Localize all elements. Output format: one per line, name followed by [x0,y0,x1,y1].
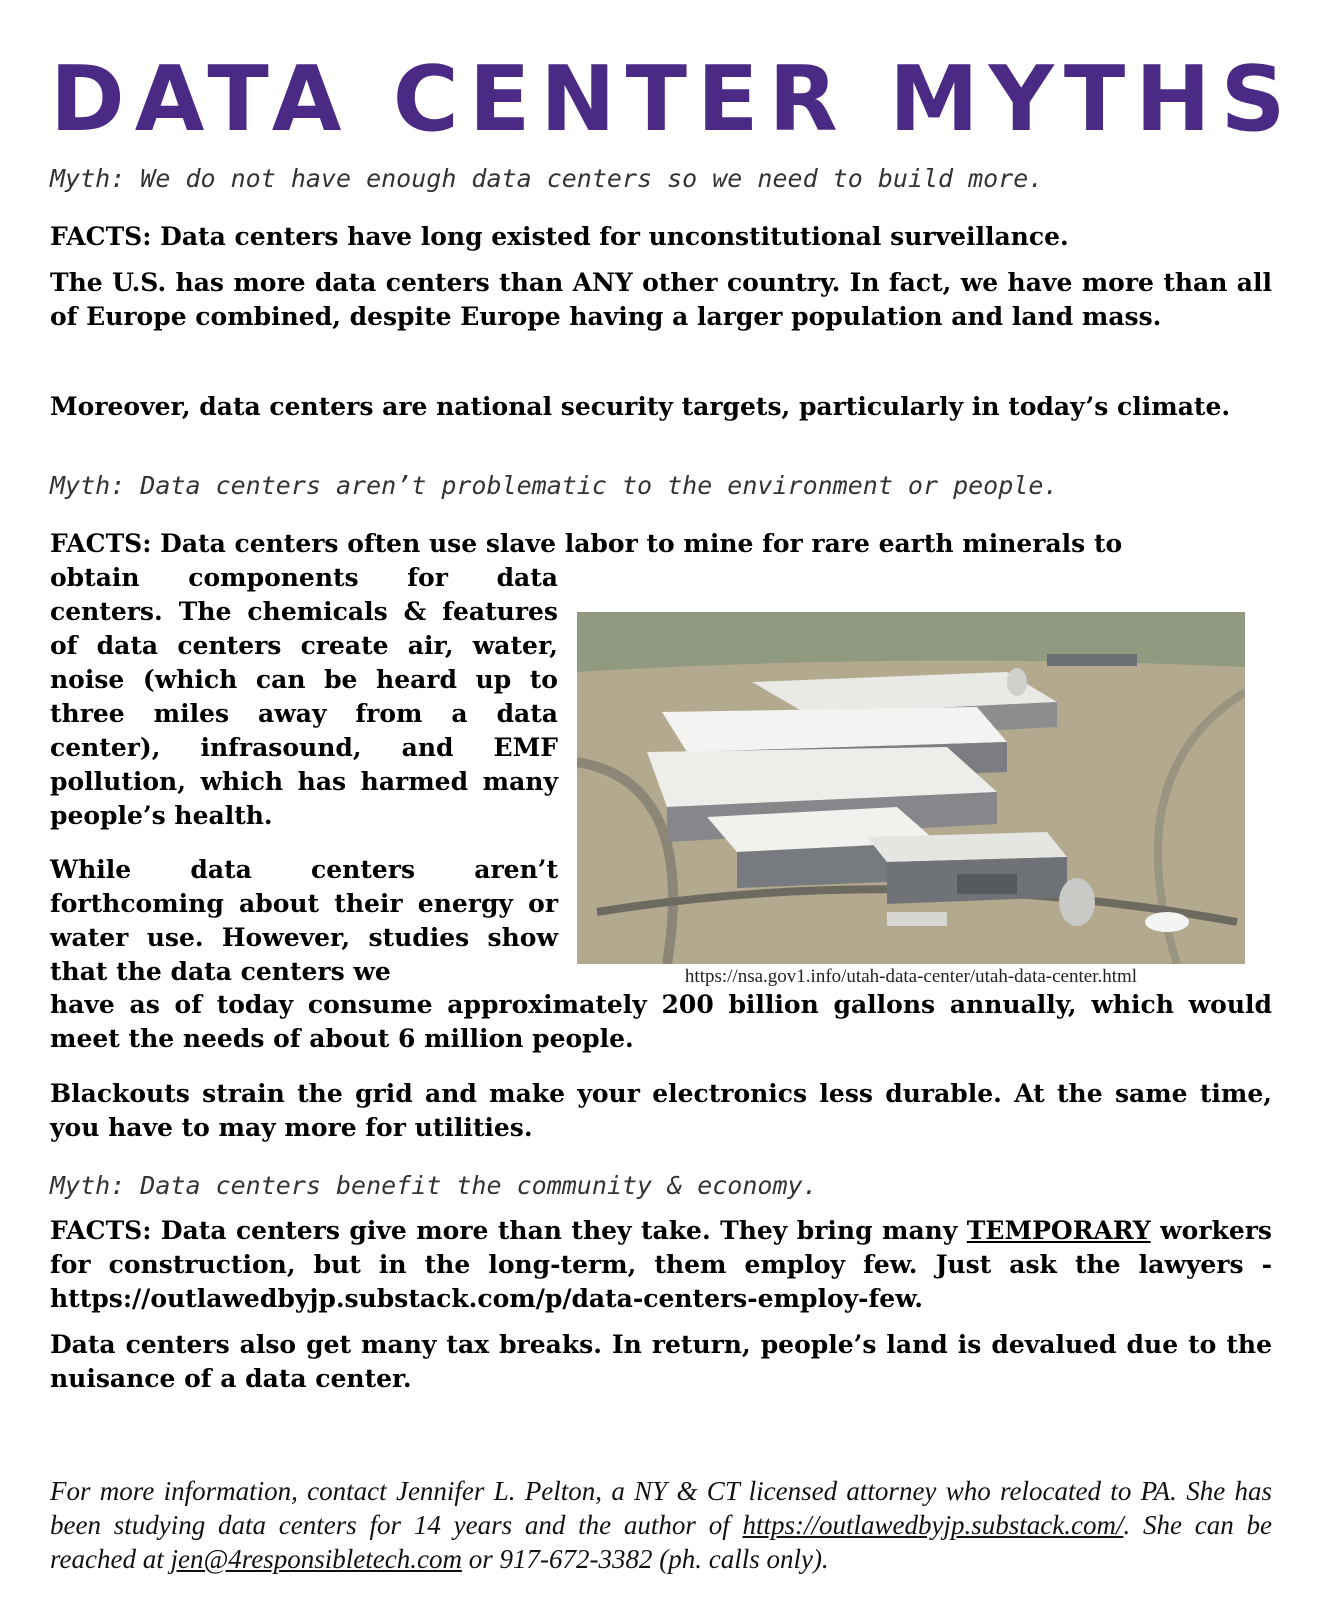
fact-2-intro: FACTS: Data centers often use slave labor to mine for rare earth minerals to [50,529,1123,558]
fact-2-water-col: While data centers aren’t forthcoming about their energy or water use. However, studies show that the data centers we [50,855,558,986]
fact-3-text-a: FACTS: Data centers give more than they take. They bring many [50,1216,967,1245]
data-center-photo [577,612,1245,964]
fact-1-country-count: The U.S. has more data centers than ANY other country. In fact, we have more than all of Europe combined, despite Europe having a larger population and land mass. [50,268,1272,331]
page-title: DATA CENTER MYTHS [50,47,1296,152]
substack-link[interactable]: https://outlawedbyjp.substack.com/ [742,1510,1124,1540]
fact-1-security: Moreover, data centers are national security targets, particularly in today’s climate. [50,392,1231,421]
fact-2-water-full: have as of today consume approximately 200 billion gallons annually, which would meet the needs of about 6 million people. [50,990,1272,1053]
email-link[interactable]: jen@4responsibletech.com [170,1544,462,1574]
fact-2-blackouts: Blackouts strain the grid and make your electronics less durable. At the same time, you have to may more for utilities. [50,1079,1272,1142]
fact-1-surveillance: FACTS: Data centers have long existed for unconstitutional surveillance. [50,222,1069,251]
temporary-emphasis: TEMPORARY [966,1216,1151,1245]
myth-1: Myth: We do not have enough data centers so we need to build more. [50,164,1044,193]
footer-text-b: . She can be reached at [50,1510,1272,1574]
footer-text-c: or 917-672-3382 (ph. calls only). [461,1544,829,1574]
fact-3-employment [50,1214,1272,1316]
fact-3-tax-breaks: Data centers also get many tax breaks. In return, people’s land is devalued due to the nuisance of a data center. [50,1330,1272,1393]
photo-caption: https://nsa.gov1.info/utah-data-center/utah-data-center.html [684,966,1138,987]
fact-3-text-b: workers for construction, but in the long-term, them employ few. Just ask the lawyers - https://outlawedbyjp.substack.com/p/data-centers-employ-few. [50,1216,1272,1313]
contact-footer [50,1474,1272,1576]
aerial-photo-illustration [577,612,1245,964]
fact-2-pollution: obtain components for data centers. The chemicals & features of data centers create air, water, noise (which can be heard up to three miles away from a data center), infrasound, and EMF pollution, which has harmed many people’s health. [50,563,558,830]
myth-2: Myth: Data centers aren’t problematic to the environment or people. [50,471,1059,500]
footer-text-a: For more information, contact Jennifer L. Pelton, a NY & CT licensed attorney who relocated to PA. She has been studying data centers for 14 years and the author of [50,1476,1272,1540]
myth-3: Myth: Data centers benefit the community & economy. [50,1171,818,1200]
